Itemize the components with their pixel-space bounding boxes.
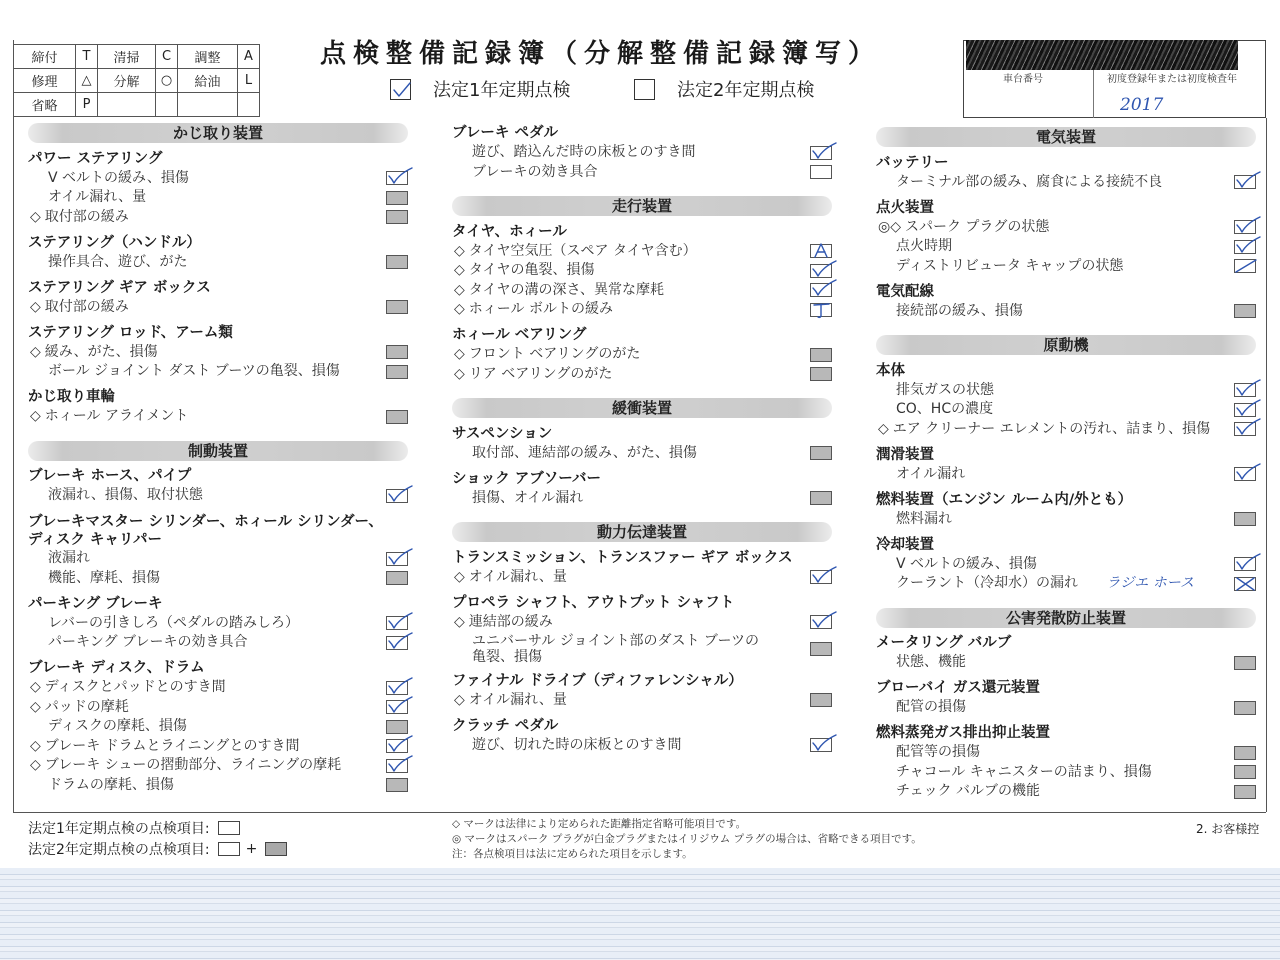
shaded-box (810, 348, 832, 362)
check-item-label: 取付部の緩み (44, 208, 129, 225)
item-group-title: ブレーキ ホース、パイプ (28, 468, 192, 484)
inspection-type-label: 法定1年定期点検 (433, 80, 571, 101)
item-group-title: ステアリング ギア ボックス (28, 279, 211, 296)
chassis-number-label: 車台番号 (1003, 74, 1043, 85)
check-item-label: フロント ベアリングのがた (468, 346, 641, 362)
item-group-title: ステアリング（ハンドル） (28, 234, 201, 251)
check-mark-icon (384, 485, 412, 507)
check-item (28, 569, 410, 589)
footer-legend-2year (28, 839, 287, 859)
check-item (28, 343, 410, 363)
legend-label: 省略 (14, 93, 76, 117)
omit-marker: ◇ (454, 613, 465, 630)
check-item (28, 486, 410, 506)
check-mark-icon (1232, 171, 1260, 193)
footer-legend-label: 法定2年定期点検の点検項目: (28, 842, 210, 858)
check-item-label: V ベルトの緩み、損傷 (48, 169, 189, 186)
section-header: 公害発散防止装置 (876, 608, 1256, 628)
section-header: 原動機 (876, 335, 1256, 355)
marked-checkbox (386, 171, 408, 185)
check-item-label: 配管等の損傷 (896, 744, 980, 760)
check-item-label: ボール ジョイント ダスト ブーツの亀裂、損傷 (48, 363, 340, 379)
marked-checkbox (810, 303, 832, 317)
check-item-label: 遊び、踏込んだ時の床板とのすき間 (472, 144, 696, 160)
marked-checkbox (1234, 259, 1256, 273)
check-item (876, 763, 1258, 783)
check-item-label: 排気ガスの状態 (896, 381, 994, 398)
marked-checkbox (386, 700, 408, 714)
check-item-label: 緩み、がた、損傷 (44, 343, 158, 360)
marked-checkbox (386, 552, 408, 566)
footer-legend-label: 法定1年定期点検の点検項目: (28, 821, 210, 837)
check-item (452, 242, 834, 262)
check-item (876, 302, 1258, 322)
omit-marker: ◇ (454, 281, 465, 298)
marked-checkbox (810, 244, 832, 258)
handwritten-note: ラジエ ホース (1106, 575, 1194, 591)
check-item-label: 操作具合、遊び、がた (48, 253, 188, 270)
check-mark-icon (384, 755, 412, 777)
check-item (28, 717, 410, 737)
check-item-label: 取付部、連結部の緩み、がた、損傷 (472, 444, 697, 461)
check-item (28, 169, 410, 189)
check-item (876, 237, 1258, 257)
check-item (452, 444, 834, 464)
check-mark-icon (808, 142, 836, 164)
check-item-label: ユニバーサル ジョイント部のダスト ブーツの 亀裂、損傷 (472, 633, 759, 665)
omit-marker: ◇ (454, 262, 465, 278)
omit-marker: ◇ (30, 208, 41, 225)
marked-checkbox (1234, 175, 1256, 189)
footer-note: 注：各点検項目は法に定められた項目を示します。 (452, 848, 693, 860)
inspection-type-2year (634, 77, 814, 101)
check-item-label: 液漏れ、損傷、取付状態 (48, 487, 203, 503)
shaded-box-icon (265, 842, 287, 856)
legend-symbol: P (76, 93, 98, 117)
item-group-title: 燃料装置（エンジン ルーム内/外とも） (876, 491, 1133, 508)
marked-checkbox (386, 616, 408, 630)
shaded-box (386, 571, 408, 585)
item-group-title: タイヤ、ホィール (452, 223, 567, 240)
omit-marker: ◇ (454, 301, 465, 317)
check-item (28, 208, 410, 228)
section-header: 電気装置 (876, 127, 1256, 147)
shaded-box (386, 720, 408, 734)
marked-checkbox (386, 489, 408, 503)
check-item (452, 568, 834, 588)
check-mark-icon (384, 548, 412, 570)
shaded-box (1234, 512, 1256, 526)
check-item (28, 188, 410, 208)
checklist-column-middle (452, 123, 834, 755)
marked-checkbox (810, 615, 832, 629)
document-title: 点検整備記録簿（分解整備記録簿写） (320, 39, 882, 69)
check-item (452, 365, 834, 385)
blank-box-icon (218, 821, 240, 835)
shaded-box (386, 300, 408, 314)
omit-marker: ◇ (454, 691, 465, 708)
shaded-box (810, 642, 832, 656)
check-item-label: 取付部の緩み (44, 298, 129, 315)
check-item-label: 液漏れ (48, 550, 90, 566)
check-item (876, 698, 1258, 718)
marked-checkbox (810, 264, 832, 278)
check-item-label: 点火時期 (896, 238, 952, 254)
omit-marker: ◇ (454, 568, 465, 585)
omit-marker: ◇ (30, 408, 41, 424)
copy-label: 2. お客様控 (1196, 822, 1260, 836)
vehicle-box-divider (1093, 70, 1094, 118)
check-item-label: スパーク プラグの状態 (904, 218, 1050, 235)
form-border-left (13, 40, 14, 812)
check-item-label: ディスクとパッドとのすき間 (44, 679, 226, 695)
check-item-label: タイヤの亀裂、損傷 (468, 262, 595, 278)
blank-box-icon (218, 842, 240, 856)
legend-label: 清掃 (98, 45, 156, 69)
marked-checkbox (810, 146, 832, 160)
inspection-type-1year (390, 77, 570, 101)
omit-marker: ◇ (30, 698, 41, 715)
omit-marker: ◇ (30, 343, 41, 360)
item-group-title: パーキング ブレーキ (28, 595, 163, 612)
check-item (452, 300, 834, 320)
marked-checkbox (810, 283, 832, 297)
tighten-mark-icon (808, 299, 836, 321)
item-group-title: 本体 (876, 362, 905, 379)
check-item-label: オイル漏れ、量 (468, 691, 567, 708)
redacted-block (966, 40, 1238, 70)
item-group-title: ブレーキ ペダル (452, 125, 558, 141)
omit-marker: ◇ (454, 365, 465, 382)
check-item (28, 362, 410, 382)
legend-empty-cell (156, 93, 178, 117)
check-item-label: チェック バルブの機能 (896, 783, 1041, 799)
omit-marker: ◇ (30, 298, 41, 315)
shaded-box (386, 191, 408, 205)
check-item (876, 400, 1258, 420)
check-mark-icon (384, 632, 412, 654)
check-item-label: パーキング ブレーキの効き具合 (48, 634, 248, 650)
check-mark-icon (808, 734, 836, 756)
check-item-label: エア クリーナー エレメントの汚れ、詰まり、損傷 (892, 420, 1211, 437)
check-item-label: 接続部の緩み、損傷 (896, 302, 1023, 319)
item-group-title: 冷却装置 (876, 536, 934, 553)
check-item (876, 574, 1258, 594)
footer-note: ◎ マークはスパーク プラグが白金プラグまたはイリジウム プラグの場合は、省略できる項目です。 (452, 833, 922, 845)
legend-symbol: C (156, 45, 178, 69)
section-header: 走行装置 (452, 196, 832, 216)
check-item-label: ディスクの摩耗、損傷 (48, 718, 187, 734)
inspection-type-checkbox (634, 79, 655, 100)
omit-marker: ◇ (30, 737, 41, 754)
legend-symbol: ○ (156, 69, 178, 93)
shaded-box (1234, 765, 1256, 779)
legend-label: 調整 (178, 45, 238, 69)
form-border-bottom (13, 812, 1266, 813)
inspection-type-checkbox (390, 79, 411, 100)
footer-notes (452, 817, 922, 862)
shaded-box (1234, 746, 1256, 760)
item-group-title: 燃料蒸発ガス排出抑止装置 (876, 725, 1050, 741)
check-item-label: 遊び、切れた時の床板とのすき間 (472, 736, 682, 753)
legend-symbol: L (238, 69, 260, 93)
shaded-box (386, 778, 408, 792)
shaded-box (386, 210, 408, 224)
check-item (28, 776, 410, 796)
check-item-label: ドラムの摩耗、損傷 (48, 776, 174, 793)
item-group-title: 点火装置 (876, 199, 934, 216)
omit-marker: ◇ (30, 679, 41, 695)
shaded-box (1234, 701, 1256, 715)
legend-label: 締付 (14, 45, 76, 69)
item-group-title: ステアリング ロッド、アーム類 (28, 324, 233, 341)
check-item (876, 381, 1258, 401)
marked-checkbox (1234, 220, 1256, 234)
page-edge-stack (0, 868, 1280, 960)
marked-checkbox (386, 681, 408, 695)
item-group-title: バッテリー (876, 154, 949, 171)
inspection-type-label: 法定2年定期点検 (677, 80, 815, 101)
check-item (28, 698, 410, 718)
check-mark-icon (808, 566, 836, 588)
check-item-label: ブレーキ シューの摺動部分、ライニングの摩耗 (44, 757, 342, 773)
blank-checkbox (810, 165, 832, 179)
section-header: かじ取り装置 (28, 123, 408, 143)
first-registration-value: 2017 (1120, 95, 1164, 115)
shaded-box (810, 693, 832, 707)
check-mark-icon (384, 167, 412, 189)
marked-checkbox (1234, 383, 1256, 397)
legend-symbol: T (76, 45, 98, 69)
omit-marker: ◇ (30, 757, 41, 773)
footer-note: ◇ マークは法律により定められた距離指定省略可能項目です。 (452, 818, 747, 830)
legend-symbol: A (238, 45, 260, 69)
check-item-label: 配管の損傷 (896, 699, 966, 715)
shaded-box (810, 367, 832, 381)
check-item (452, 345, 834, 365)
marked-checkbox (1234, 467, 1256, 481)
legend-label: 修理 (14, 69, 76, 93)
omit-marker: ◇ (454, 242, 465, 259)
marked-checkbox (1234, 557, 1256, 571)
check-item-label: ホィール ボルトの緩み (468, 301, 613, 317)
check-item-label: オイル漏れ、量 (48, 189, 147, 205)
item-group-title: ブローバイ ガス還元装置 (876, 680, 1040, 696)
check-item (876, 555, 1258, 575)
check-item (28, 407, 410, 427)
checklist-column-left (28, 123, 410, 795)
first-registration-label: 初度登録年または初度検査年 (1107, 74, 1237, 85)
check-item-label: オイル漏れ、量 (468, 568, 567, 585)
item-group-title: かじ取り車輪 (28, 389, 115, 405)
legend-empty-cell (178, 93, 238, 117)
check-item (28, 737, 410, 757)
omit-marker: ◇ (454, 346, 465, 362)
item-group-title: クラッチ ペダル (452, 717, 559, 734)
marked-checkbox (810, 570, 832, 584)
item-group-title: 潤滑装置 (876, 446, 934, 463)
check-item-label: V ベルトの緩み、損傷 (896, 555, 1037, 572)
item-group-title: トランスミッション、トランスファー ギア ボックス (452, 549, 793, 566)
check-mark-icon (1232, 418, 1260, 440)
check-item-label: ブレーキの効き具合 (472, 163, 598, 180)
shaded-box (386, 365, 408, 379)
marked-checkbox (810, 738, 832, 752)
shaded-box (1234, 656, 1256, 670)
check-item (876, 653, 1258, 673)
check-item-label: 状態、機能 (896, 654, 966, 670)
check-mark-icon (384, 696, 412, 718)
section-header: 動力伝達装置 (452, 522, 832, 542)
check-item-label: ホィール アライメント (44, 408, 189, 424)
check-item (452, 281, 834, 301)
legend-empty-cell (238, 93, 260, 117)
omit-marker: ◎◇ (878, 218, 901, 235)
check-item (452, 632, 834, 665)
check-item (452, 163, 834, 183)
form-border-right (1266, 118, 1267, 812)
check-item (452, 489, 834, 509)
item-group-title: メータリング バルブ (876, 635, 1012, 651)
section-header: 制動装置 (28, 441, 408, 461)
check-item (28, 633, 410, 653)
work-symbol-legend (13, 44, 260, 117)
check-item (452, 736, 834, 756)
section-header: 緩衝装置 (452, 398, 832, 418)
check-item (28, 678, 410, 698)
shaded-box (386, 410, 408, 424)
slash-mark-icon (1232, 255, 1260, 277)
marked-checkbox (1234, 403, 1256, 417)
item-group-title: ブレーキマスター シリンダー、ホィール シリンダー、 ディスク キャリパー (28, 514, 383, 548)
check-item-label: パッドの摩耗 (44, 698, 129, 715)
check-item-label: タイヤ空気圧（スペア タイヤ含む） (468, 242, 697, 259)
marked-checkbox (1234, 422, 1256, 436)
check-item-label: ディストリビュータ キャップの状態 (896, 257, 1124, 274)
check-mark-icon (1232, 463, 1260, 485)
check-item-label: 損傷、オイル漏れ (472, 489, 584, 506)
marked-checkbox (386, 636, 408, 650)
item-group-title: ホィール ベアリング (452, 327, 587, 343)
item-group-title: ショック アブソーバー (452, 470, 602, 487)
check-item (452, 261, 834, 281)
check-item (876, 465, 1258, 485)
check-item (28, 614, 410, 634)
check-item-label: ターミナル部の緩み、腐食による接続不良 (896, 173, 1163, 190)
shaded-box (1234, 304, 1256, 318)
check-item-label: ブレーキ ドラムとライニングとのすき間 (44, 737, 300, 754)
legend-symbol: △ (76, 69, 98, 93)
check-item-label: レバーの引きしろ（ペダルの踏みしろ） (48, 614, 300, 631)
shaded-box (810, 446, 832, 460)
item-group-title: 電気配線 (876, 283, 934, 300)
shaded-box (386, 345, 408, 359)
check-item (28, 253, 410, 273)
item-group-title: ブレーキ ディスク、ドラム (28, 660, 205, 676)
shaded-box (386, 255, 408, 269)
legend-label: 給油 (178, 69, 238, 93)
check-mark-icon (389, 78, 413, 102)
check-item-label: タイヤの溝の深さ、異常な摩耗 (468, 281, 664, 298)
check-item (452, 143, 834, 163)
marked-checkbox (386, 759, 408, 773)
check-item-label: 連結部の緩み (468, 613, 553, 630)
shaded-box (810, 491, 832, 505)
check-item-label: CO、HCの濃度 (896, 401, 994, 417)
omit-marker: ◇ (878, 420, 889, 437)
marked-checkbox (1234, 577, 1256, 591)
check-item (28, 756, 410, 776)
item-group-title: サスペンション (452, 425, 553, 442)
check-item-label: クーラント（冷却水）の漏れ (896, 575, 1078, 591)
item-group-title: パワー ステアリング (28, 150, 163, 167)
check-item-label: オイル漏れ (896, 465, 966, 482)
check-item (452, 613, 834, 633)
footer-legend-1year (28, 818, 240, 838)
check-item-label: 燃料漏れ (896, 510, 952, 527)
check-item (28, 298, 410, 318)
plus-sign: + (245, 841, 258, 857)
checklist-column-right (876, 127, 1258, 802)
check-item (876, 420, 1258, 440)
check-item-label: 機能、摩耗、損傷 (48, 569, 160, 586)
legend-label: 分解 (98, 69, 156, 93)
shaded-box (1234, 785, 1256, 799)
check-item (876, 218, 1258, 238)
check-item (876, 782, 1258, 802)
item-group-title: ファイナル ドライブ（ディファレンシャル） (452, 672, 743, 689)
legend-empty-cell (98, 93, 156, 117)
check-mark-icon (808, 611, 836, 633)
cross-mark-icon (1232, 573, 1260, 595)
marked-checkbox (1234, 240, 1256, 254)
check-item (876, 173, 1258, 193)
check-item (452, 691, 834, 711)
check-item-label: チャコール キャニスターの詰まり、損傷 (896, 763, 1152, 780)
check-item (28, 549, 410, 569)
check-item-label: リア ベアリングのがた (468, 365, 613, 382)
check-item (876, 510, 1258, 530)
item-group-title: プロペラ シャフト、アウトプット シャフト (452, 594, 735, 611)
check-item (876, 257, 1258, 277)
marked-checkbox (386, 739, 408, 753)
check-item (876, 743, 1258, 763)
